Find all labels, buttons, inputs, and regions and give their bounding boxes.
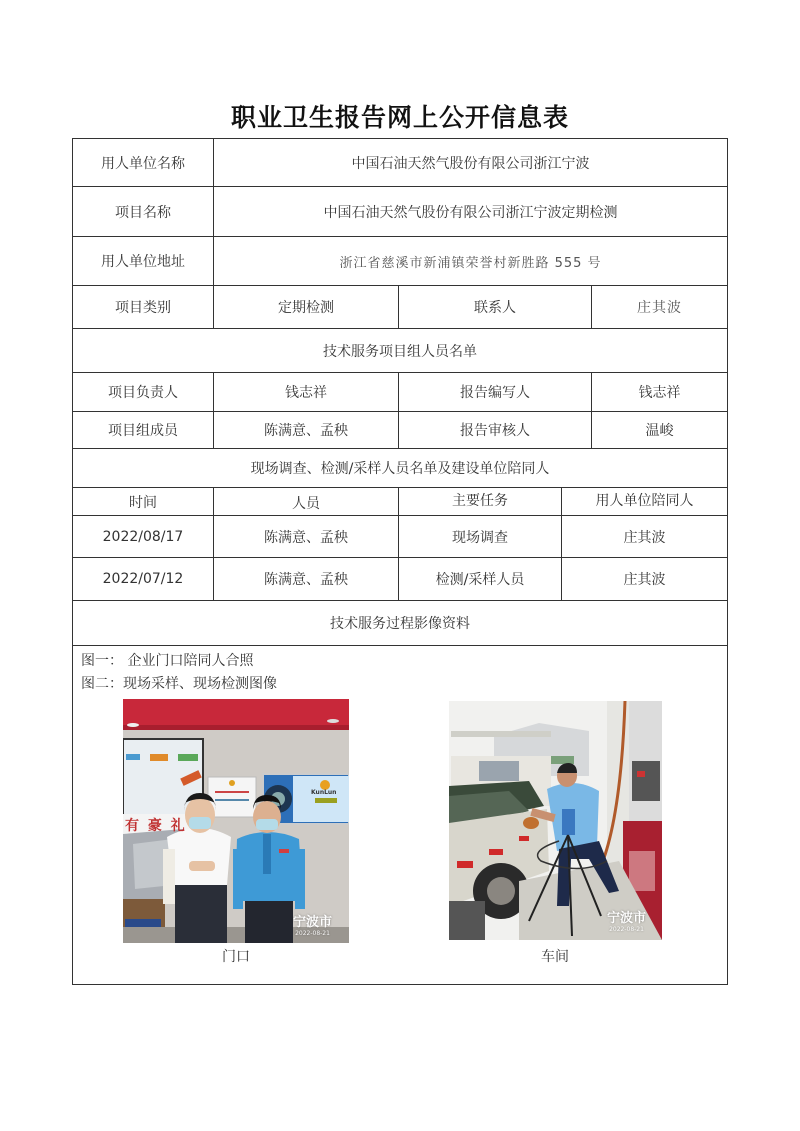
table-row	[73, 516, 727, 558]
table-row	[73, 558, 727, 601]
members-label: 项目组成员	[108, 423, 178, 439]
row1-date: 2022/08/17	[102, 528, 184, 545]
watermark-city: 宁波市	[607, 911, 647, 926]
row-team-members	[73, 412, 727, 449]
row2-companion: 庄其波	[561, 558, 727, 600]
row1-task: 现场调查	[398, 516, 561, 557]
watermark-1	[293, 911, 332, 937]
project-name-value: 中国石油天然气股份有限公司浙江宁波定期检测	[213, 187, 727, 236]
row-team-title	[73, 329, 727, 373]
row-project-type	[73, 286, 727, 329]
watermark-2	[607, 907, 646, 933]
contact-label: 联系人	[398, 286, 591, 328]
row2-date: 2022/07/12	[102, 571, 184, 587]
col-header-date: 时间	[129, 494, 157, 511]
col-header-task: 主要任务	[398, 488, 561, 515]
leader-label: 项目负责人	[108, 385, 178, 401]
workshop-photo-illustration	[449, 701, 662, 940]
poster-brand-text: KunLun	[311, 789, 337, 796]
images-section-title: 技术服务过程影像资料	[330, 616, 470, 632]
row-project-name	[73, 187, 727, 237]
reviewer-label: 报告审核人	[398, 412, 591, 448]
disclosure-table	[72, 138, 728, 985]
row1-staff: 陈满意、孟秧	[213, 516, 398, 557]
watermark-date: 2022-08-21	[609, 926, 644, 933]
watermark-city: 宁波市	[293, 915, 333, 930]
row2-task: 检测/采样人员	[398, 558, 561, 600]
photo-workshop	[449, 701, 662, 940]
caption-figure-1: 图一： 企业门口陪同人合照	[81, 653, 254, 669]
images-area	[73, 646, 727, 986]
fieldwork-section-title: 现场调查、检测/采样人员名单及建设单位陪同人	[250, 461, 550, 477]
leader-value: 钱志祥	[213, 373, 398, 411]
team-section-title: 技术服务项目组人员名单	[323, 343, 477, 360]
project-type-label: 项目类别	[115, 300, 171, 316]
project-name-label: 项目名称	[115, 204, 171, 221]
row-images-title	[73, 601, 727, 646]
employer-address-value: 浙江省慈溪市新浦镇荣誉村新胜路 555 号	[213, 237, 727, 285]
row-team-leader	[73, 373, 727, 412]
members-value: 陈满意、孟秧	[213, 412, 398, 448]
caption-figure-2: 图二：现场采样、现场检测图像	[81, 676, 277, 692]
project-type-value: 定期检测	[213, 286, 398, 328]
photo-label-workshop: 车间	[541, 949, 569, 965]
row-fieldwork-title	[73, 449, 727, 488]
watermark-date: 2022-08-21	[295, 930, 330, 937]
row-employer-name	[73, 139, 727, 187]
sign-text: 有 豪 礼	[125, 818, 187, 834]
row1-companion: 庄其波	[561, 516, 727, 557]
photo-label-entrance: 门口	[222, 949, 250, 965]
row2-staff: 陈满意、孟秧	[213, 558, 398, 600]
row-employer-address	[73, 237, 727, 286]
employer-name-value: 中国石油天然气股份有限公司浙江宁波	[213, 139, 727, 186]
reviewer-value: 温峻	[591, 412, 727, 448]
photo-entrance	[123, 699, 349, 943]
col-header-companion: 用人单位陪同人	[561, 488, 727, 515]
writer-value: 钱志祥	[591, 373, 727, 411]
employer-address-label: 用人单位地址	[101, 254, 185, 270]
row-fieldwork-headers	[73, 488, 727, 516]
writer-label: 报告编写人	[398, 373, 591, 411]
page-title: 职业卫生报告网上公开信息表	[230, 103, 569, 132]
contact-value: 庄其波	[591, 286, 727, 328]
employer-name-label: 用人单位名称	[101, 155, 185, 172]
col-header-staff: 人员	[213, 488, 398, 515]
